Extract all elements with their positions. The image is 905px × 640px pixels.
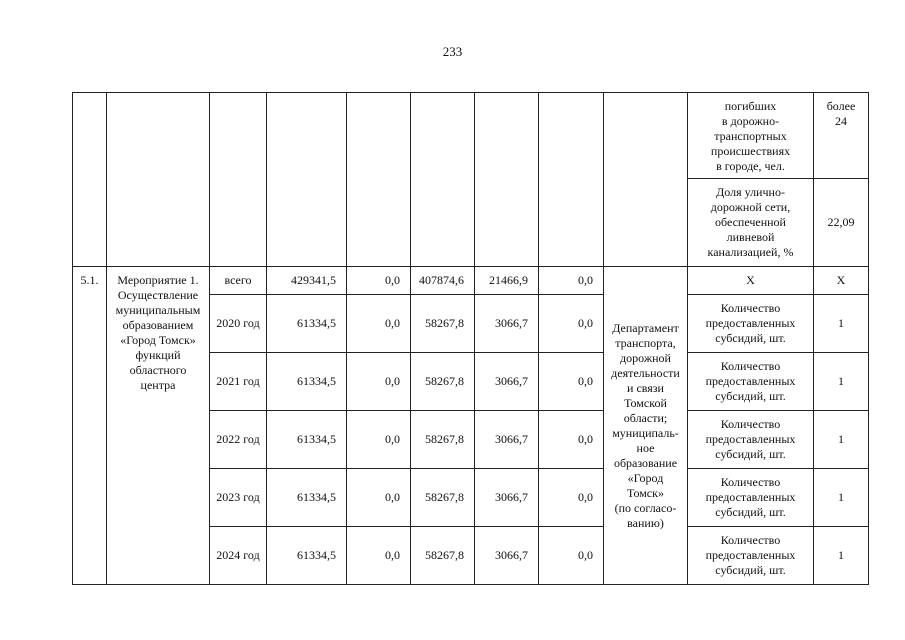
amount-cell: 0,0 [539, 411, 604, 469]
indicator-value: 22,09 [814, 179, 869, 267]
period-cell: 2021 год [210, 353, 267, 411]
amount-cell: 0,0 [347, 295, 411, 353]
amount-cell: 61334,5 [267, 411, 347, 469]
empty-cell [267, 93, 347, 267]
amount-cell: 3066,7 [475, 295, 539, 353]
empty-cell [604, 93, 688, 267]
amount-cell: 0,0 [539, 295, 604, 353]
amount-cell: 61334,5 [267, 469, 347, 527]
page-number: 233 [442, 44, 463, 59]
indicator-value: 1 [814, 411, 869, 469]
empty-cell [411, 93, 475, 267]
indicator-name: Количество предоставленных субсидий, шт. [688, 411, 814, 469]
amount-cell: 3066,7 [475, 411, 539, 469]
amount-cell: 0,0 [539, 267, 604, 295]
amount-cell: 0,0 [347, 411, 411, 469]
activity-code: 5.1. [73, 267, 107, 585]
amount-cell: 61334,5 [267, 527, 347, 585]
table-row [73, 267, 869, 295]
amount-cell: 61334,5 [267, 353, 347, 411]
amount-cell: 58267,8 [411, 411, 475, 469]
indicator-value: Х [814, 267, 869, 295]
continuation-row [73, 93, 869, 179]
indicator-name: Количество предоставленных субсидий, шт. [688, 353, 814, 411]
amount-cell: 0,0 [539, 353, 604, 411]
period-cell: 2022 год [210, 411, 267, 469]
empty-cell [347, 93, 411, 267]
indicator-name: погибших в дорожно- транспортных происшествиях в городе, чел. [688, 93, 814, 179]
executor-cell: Департамент транспорта, дорожной деятельности и связи Томской области; муниципаль- ное образование «Город Томск» (по согласо- ванию) [604, 267, 688, 585]
empty-cell [475, 93, 539, 267]
amount-cell: 58267,8 [411, 353, 475, 411]
period-cell: 2020 год [210, 295, 267, 353]
indicator-name: Количество предоставленных субсидий, шт. [688, 295, 814, 353]
period-cell: 2024 год [210, 527, 267, 585]
indicator-name: Количество предоставленных субсидий, шт. [688, 469, 814, 527]
indicator-value: 1 [814, 353, 869, 411]
amount-cell: 3066,7 [475, 469, 539, 527]
amount-cell: 21466,9 [475, 267, 539, 295]
amount-cell: 0,0 [539, 469, 604, 527]
amount-cell: 3066,7 [475, 527, 539, 585]
indicator-name: Доля улично- дорожной сети, обеспеченной ливневой канализацией, % [688, 179, 814, 267]
amount-cell: 58267,8 [411, 295, 475, 353]
amount-cell: 0,0 [347, 527, 411, 585]
period-cell: 2023 год [210, 469, 267, 527]
program-table [72, 92, 869, 585]
amount-cell: 429341,5 [267, 267, 347, 295]
empty-cell [210, 93, 267, 267]
indicator-name: Количество предоставленных субсидий, шт. [688, 527, 814, 585]
amount-cell: 0,0 [347, 267, 411, 295]
amount-cell: 58267,8 [411, 527, 475, 585]
empty-cell [73, 93, 107, 267]
amount-cell: 61334,5 [267, 295, 347, 353]
indicator-value: более 24 [814, 93, 869, 179]
indicator-value: 1 [814, 527, 869, 585]
indicator-name: Х [688, 267, 814, 295]
amount-cell: 0,0 [539, 527, 604, 585]
indicator-value: 1 [814, 295, 869, 353]
amount-cell: 407874,6 [411, 267, 475, 295]
empty-cell [107, 93, 210, 267]
amount-cell: 3066,7 [475, 353, 539, 411]
indicator-value: 1 [814, 469, 869, 527]
empty-cell [539, 93, 604, 267]
activity-name: Мероприятие 1. Осуществление муниципальным образованием «Город Томск» функций областного центра [107, 267, 210, 585]
period-cell: всего [210, 267, 267, 295]
amount-cell: 58267,8 [411, 469, 475, 527]
amount-cell: 0,0 [347, 353, 411, 411]
amount-cell: 0,0 [347, 469, 411, 527]
